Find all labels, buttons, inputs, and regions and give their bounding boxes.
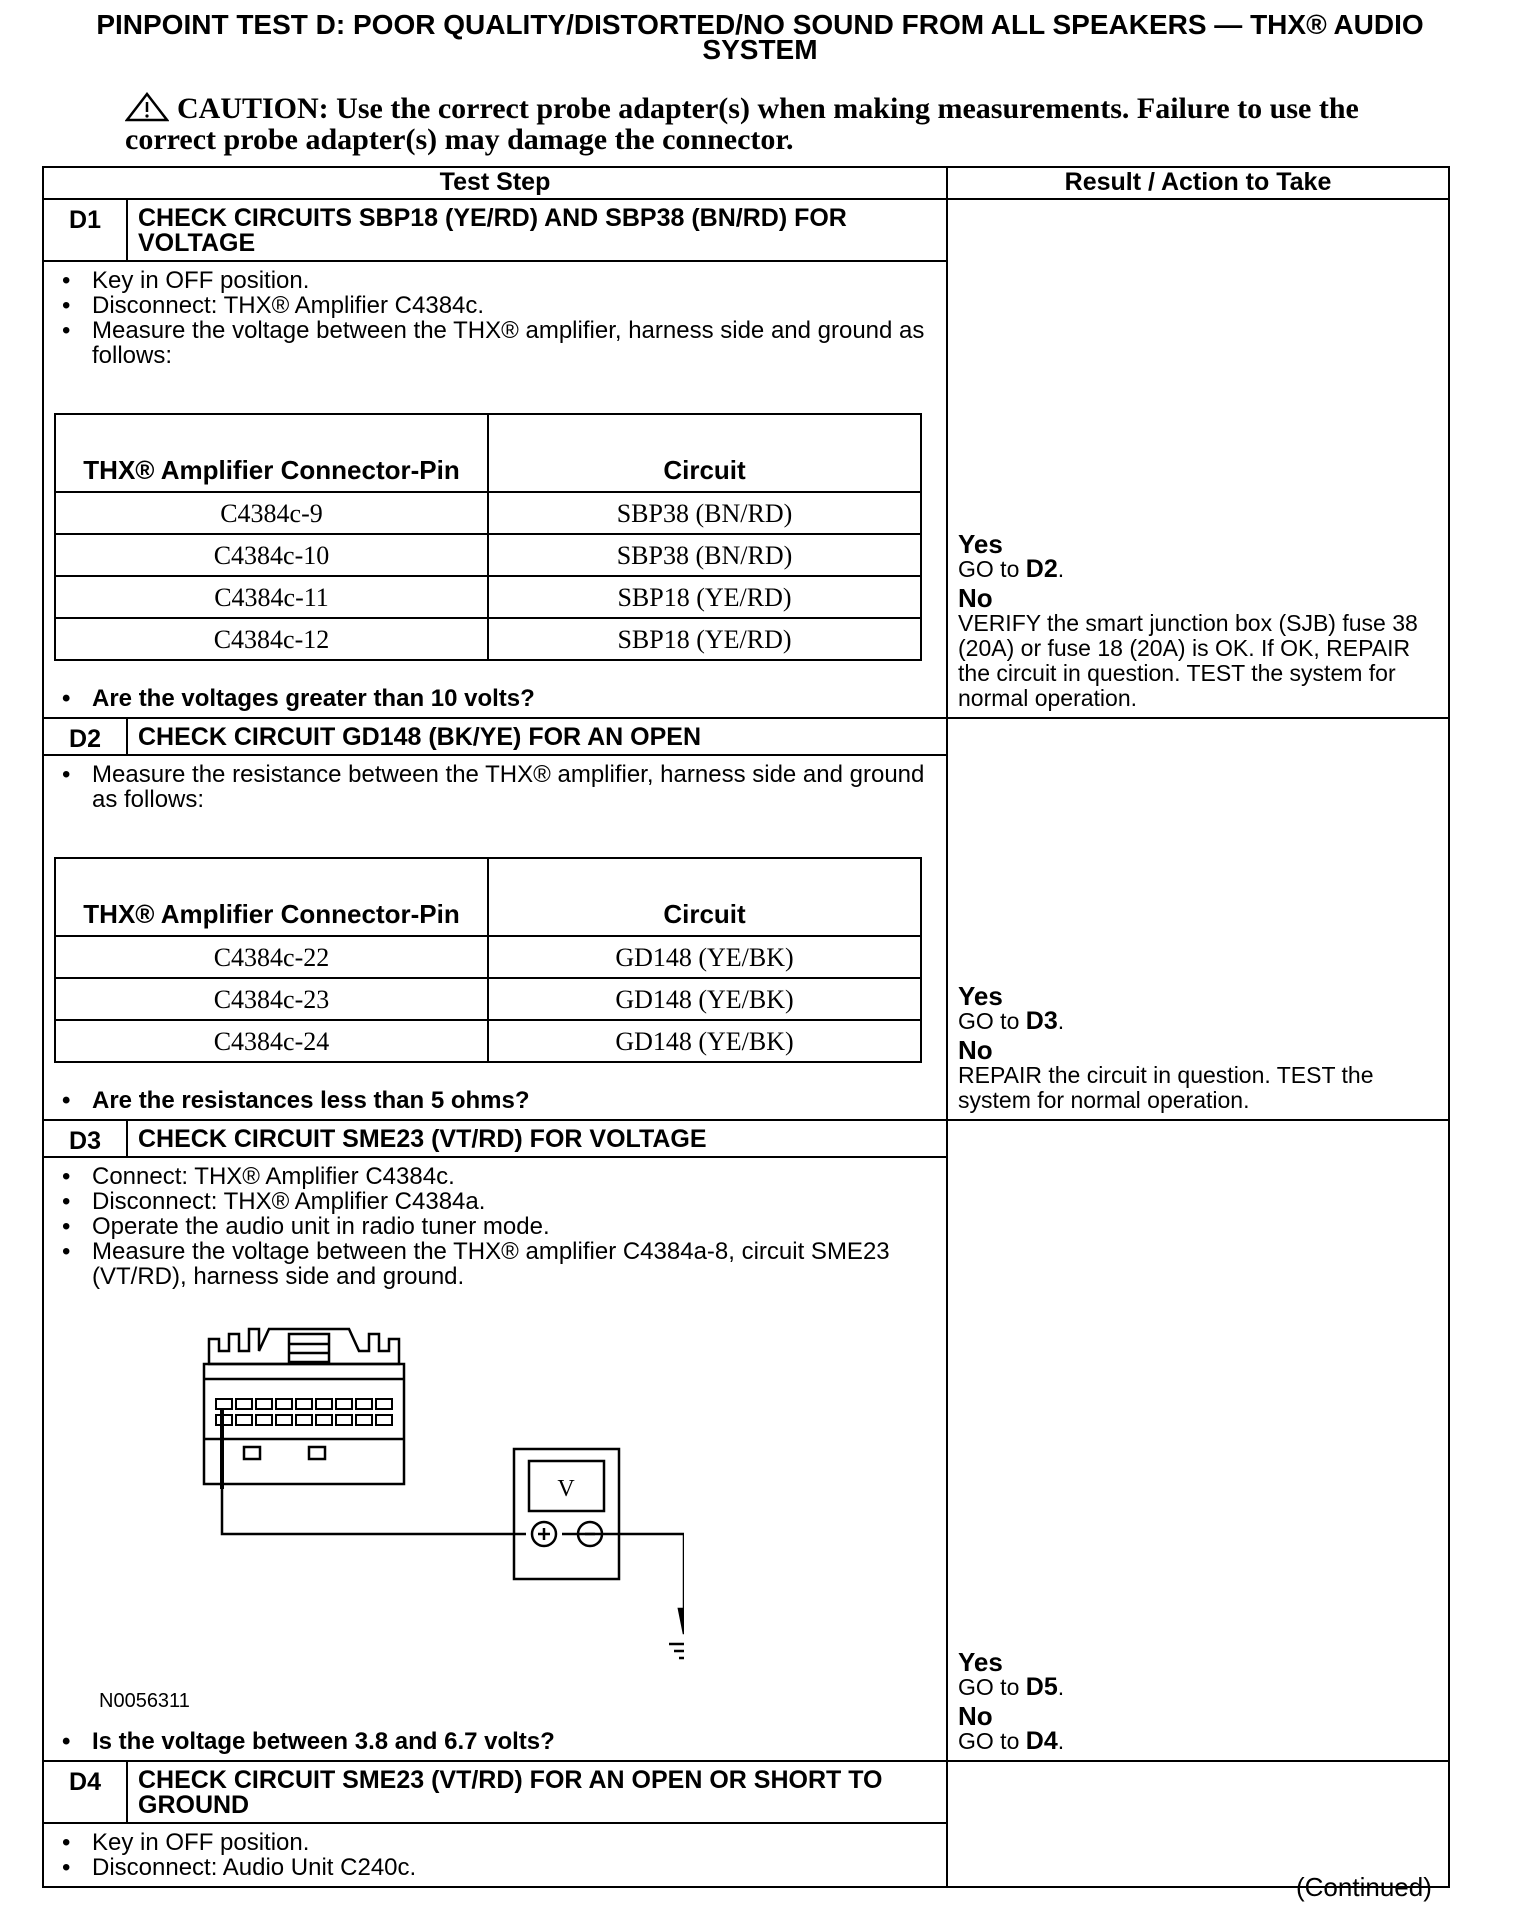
step-id: D3 <box>43 1120 127 1157</box>
table-row: C4384c-11 SBP18 (YE/RD) <box>55 576 921 618</box>
pinpoint-test-table <box>42 166 1450 1888</box>
result-header: Result / Action to Take <box>947 167 1449 199</box>
circuit-column-header: Circuit <box>488 858 921 936</box>
warning-triangle-icon <box>125 92 169 122</box>
continued-label: (Continued) <box>1296 1872 1432 1902</box>
step-id: D1 <box>43 199 127 261</box>
instruction: • Disconnect: THX® Amplifier C4384a. <box>92 1189 936 1214</box>
figure-id: N0056311 <box>99 1690 190 1712</box>
step-title: CHECK CIRCUIT SME23 (VT/RD) FOR AN OPEN OR SHORT TO GROUND <box>127 1761 947 1823</box>
step-title: CHECK CIRCUIT GD148 (BK/YE) FOR AN OPEN <box>127 718 947 755</box>
step-d2-body <box>43 755 947 1120</box>
step-id: D2 <box>43 718 127 755</box>
no-label: No <box>958 1701 993 1731</box>
step-d1-title-row <box>43 199 1449 261</box>
table-row: C4384c-10 SBP38 (BN/RD) <box>55 534 921 576</box>
instruction: • Connect: THX® Amplifier C4384c. <box>92 1164 936 1189</box>
step-title: CHECK CIRCUIT SME23 (VT/RD) FOR VOLTAGE <box>127 1120 947 1157</box>
step-d4-body <box>43 1823 947 1887</box>
table-row: C4384c-23 GD148 (YE/BK) <box>55 978 921 1020</box>
instruction: • Disconnect: THX® Amplifier C4384c. <box>92 293 936 318</box>
step-d1-result <box>947 199 1449 718</box>
pin-circuit-table <box>54 857 922 1063</box>
step-d4-result <box>947 1761 1449 1887</box>
instruction: • Key in OFF position. <box>92 268 936 293</box>
step-d3-result <box>947 1120 1449 1761</box>
yes-action: GO to D3. <box>958 1007 1065 1035</box>
yes-label: Yes <box>958 1647 1003 1677</box>
caution-notice <box>125 92 1425 155</box>
pin-circuit-table <box>54 413 922 661</box>
step-d1-body <box>43 261 947 718</box>
table-header-row <box>43 167 1449 199</box>
connector-voltmeter-diagram <box>124 1289 684 1709</box>
table-row: C4384c-9 SBP38 (BN/RD) <box>55 492 921 534</box>
no-action: GO to D4. <box>958 1727 1065 1755</box>
caution-text: CAUTION: Use the correct probe adapter(s) when making measurements. Failure to use the correct probe adapter(s) may damage the connector. <box>125 92 1359 156</box>
table-row: C4384c-24 GD148 (YE/BK) <box>55 1020 921 1062</box>
yes-action: GO to D2. <box>958 555 1065 583</box>
step-d2-result <box>947 718 1449 1120</box>
yes-action: GO to D5. <box>958 1673 1065 1701</box>
no-label: No <box>958 1035 993 1065</box>
step-d3-body <box>43 1157 947 1761</box>
page-title: PINPOINT TEST D: POOR QUALITY/DISTORTED/NO SOUND FROM ALL SPEAKERS — THX® AUDIO SYSTEM <box>96 9 1424 65</box>
step-title: CHECK CIRCUITS SBP18 (YE/RD) AND SBP38 (BN/RD) FOR VOLTAGE <box>127 199 947 261</box>
no-label: No <box>958 583 993 613</box>
meter-label: V <box>557 1476 575 1502</box>
instruction: • Measure the voltage between the THX® amplifier, harness side and ground as follows: <box>92 318 936 368</box>
step-id: D4 <box>43 1761 127 1823</box>
step-question: • Are the resistances less than 5 ohms? <box>92 1088 936 1113</box>
step-d4-title-row <box>43 1761 1449 1823</box>
step-question: • Is the voltage between 3.8 and 6.7 volts? <box>92 1729 936 1754</box>
instruction: • Operate the audio unit in radio tuner mode. <box>92 1214 936 1239</box>
instruction: • Measure the voltage between the THX® amplifier C4384a-8, circuit SME23 (VT/RD), harness side and ground. <box>92 1239 936 1289</box>
circuit-column-header: Circuit <box>488 414 921 492</box>
no-action: REPAIR the circuit in question. TEST the system for normal operation. <box>958 1062 1374 1113</box>
no-action: VERIFY the smart junction box (SJB) fuse 38 (20A) or fuse 18 (20A) is OK. If OK, REPAIR the circuit in question. TEST the system for normal operation. <box>958 610 1418 711</box>
instruction: • Measure the resistance between the THX® amplifier, harness side and ground as follows: <box>92 762 936 812</box>
instruction: • Key in OFF position. <box>92 1830 936 1855</box>
yes-label: Yes <box>958 529 1003 559</box>
voltage-measurement-figure <box>54 1289 936 1729</box>
pin-column-header: THX® Amplifier Connector-Pin <box>55 414 488 492</box>
pin-column-header: THX® Amplifier Connector-Pin <box>55 858 488 936</box>
step-d2-title-row <box>43 718 1449 755</box>
test-step-header: Test Step <box>43 167 947 199</box>
yes-label: Yes <box>958 981 1003 1011</box>
table-row: C4384c-12 SBP18 (YE/RD) <box>55 618 921 660</box>
instruction: • Disconnect: Audio Unit C240c. <box>92 1855 936 1880</box>
step-question: • Are the voltages greater than 10 volts? <box>92 686 936 711</box>
table-row: C4384c-22 GD148 (YE/BK) <box>55 936 921 978</box>
step-d3-title-row <box>43 1120 1449 1157</box>
